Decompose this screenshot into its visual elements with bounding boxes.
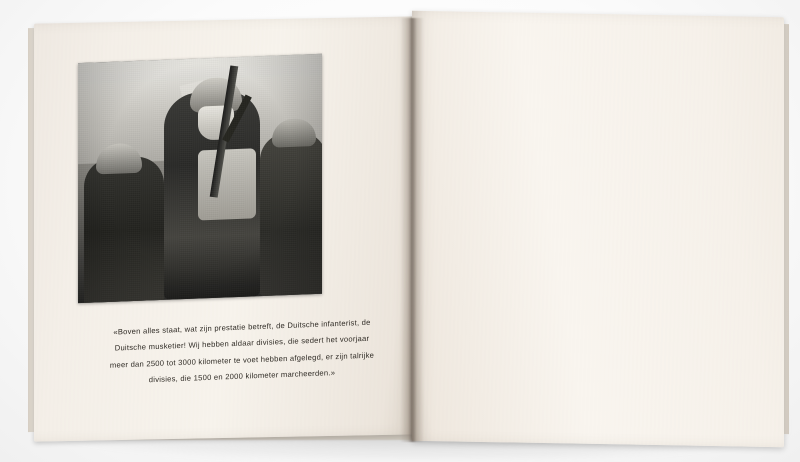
left-photograph — [78, 54, 322, 303]
left-page-caption — [86, 314, 398, 391]
right-page — [412, 11, 784, 447]
caption-line-1: «Boven alles staat, wat zijn prestatie betreft, de Duitsche infanterist, de — [113, 317, 371, 337]
caption-line-4: divisies, die 1500 en 2000 kilometer marcheerden.» — [148, 368, 336, 385]
right-paper-texture — [412, 11, 784, 447]
caption-line-3: meer dan 2500 tot 3000 kilometer te voet hebben afgelegd, er zijn talrijke — [109, 350, 375, 370]
book-spine-gutter — [400, 18, 424, 442]
left-page — [34, 16, 414, 441]
left-photo-grain — [78, 54, 322, 303]
caption-line-2: Duitsche musketier! Wij hebben aldaar divisies, die sedert het voorjaar — [114, 334, 370, 353]
open-book — [18, 8, 784, 454]
